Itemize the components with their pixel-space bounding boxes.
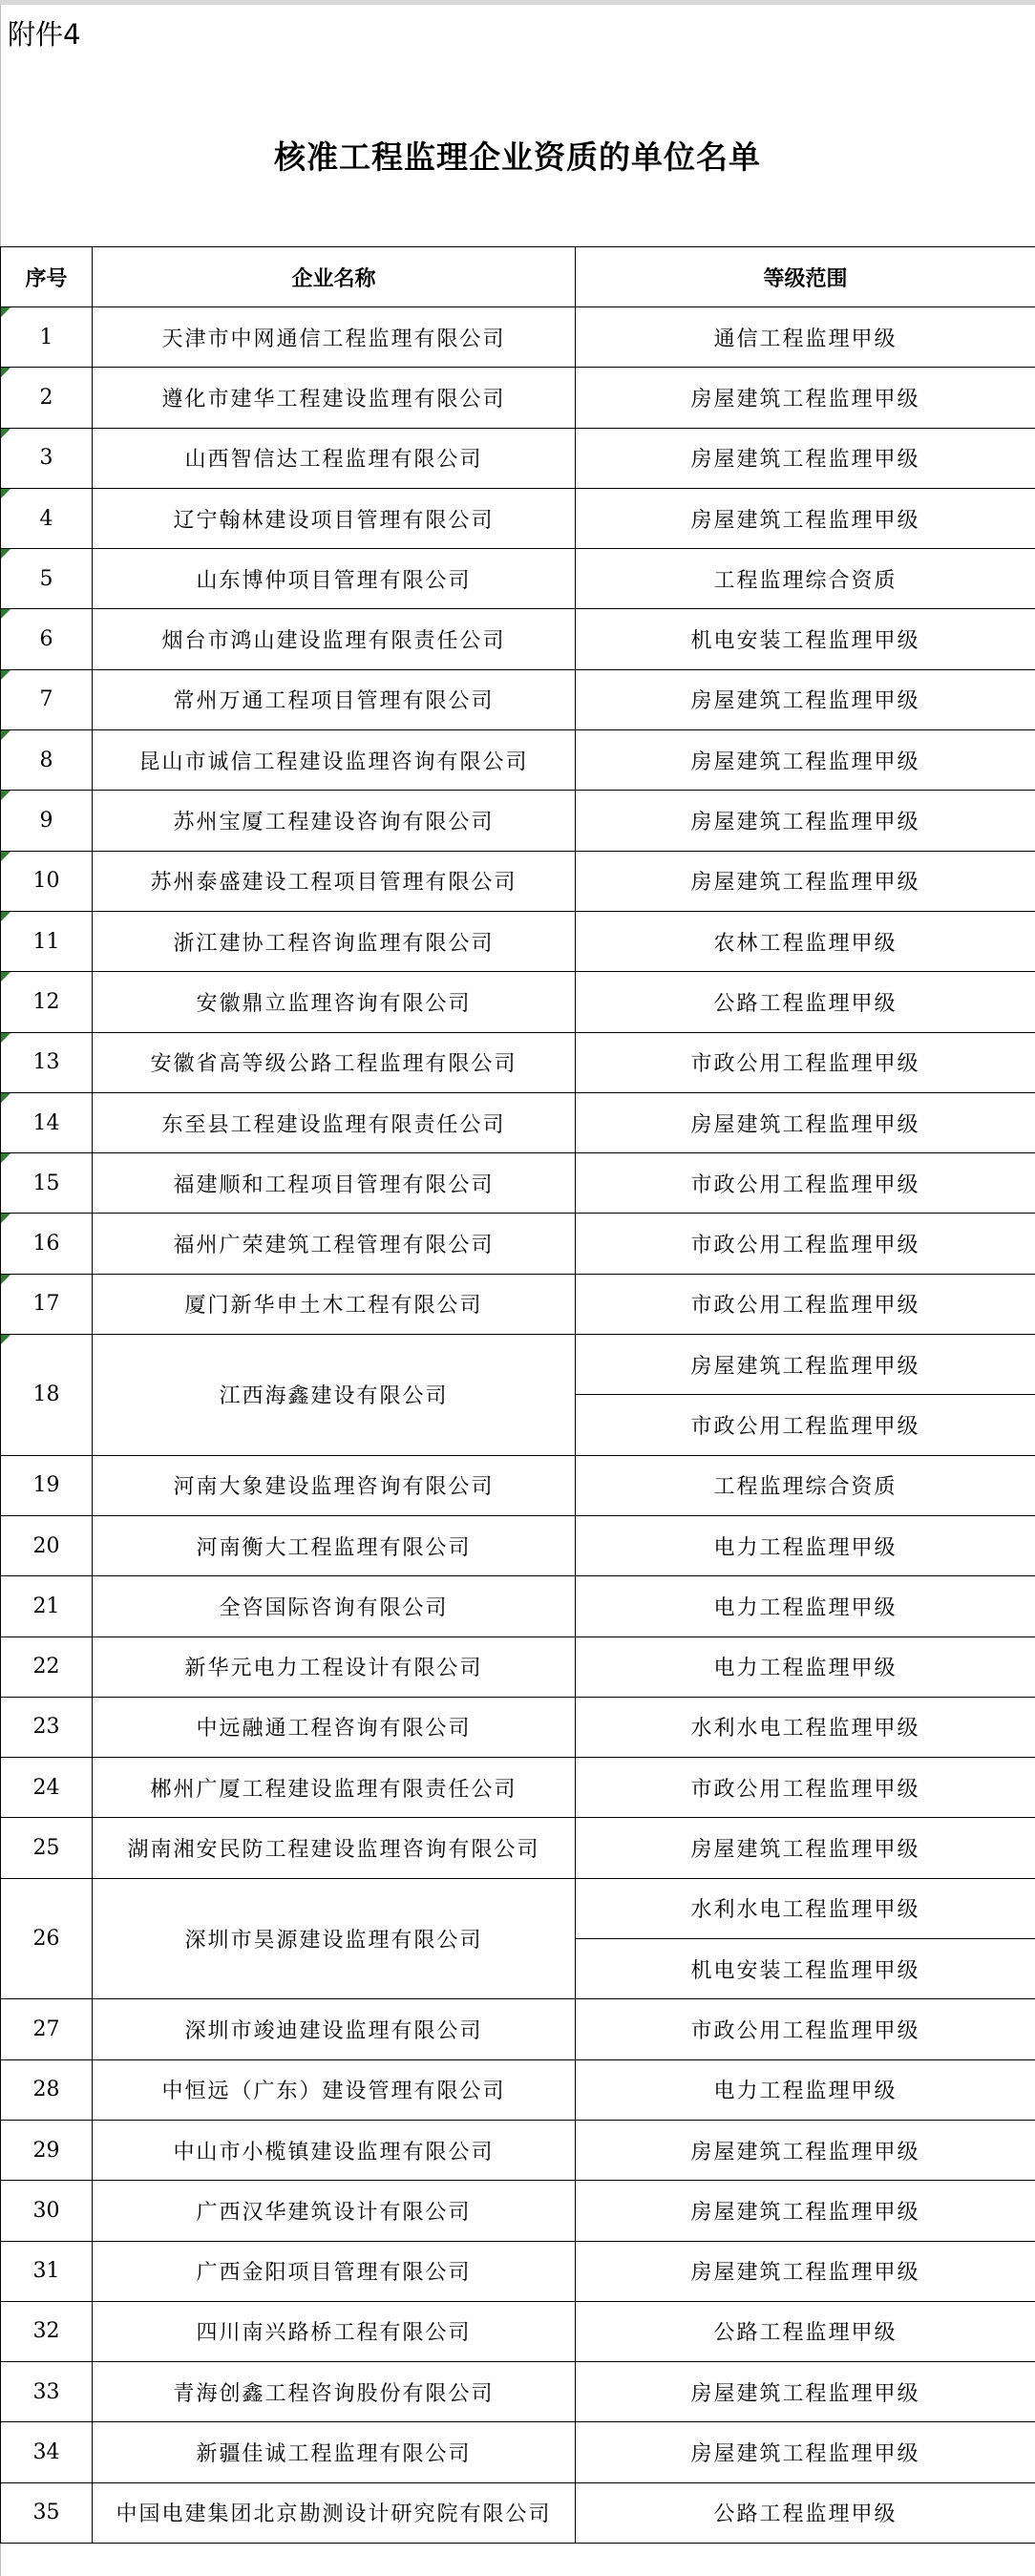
row-number: 5 bbox=[39, 566, 53, 591]
company-name: 苏州泰盛建设工程项目管理有限公司 bbox=[93, 851, 576, 911]
company-name: 新华元电力工程设计有限公司 bbox=[93, 1636, 576, 1697]
company-name: 河南衡大工程监理有限公司 bbox=[93, 1515, 576, 1575]
company-name: 郴州广厦工程建设监理有限责任公司 bbox=[93, 1758, 576, 1818]
cell-comment-marker bbox=[1, 1335, 11, 1344]
company-name: 昆山市诚信工程建设监理咨询有限公司 bbox=[93, 730, 576, 791]
company-name: 浙江建协工程咨询监理有限公司 bbox=[93, 911, 576, 971]
attachment-label: 附件4 bbox=[8, 18, 81, 51]
company-name: 河南大象建设监理咨询有限公司 bbox=[93, 1455, 576, 1515]
row-number-cell bbox=[1, 2482, 93, 2543]
table-row bbox=[1, 1758, 1035, 1818]
row-number-cell bbox=[1, 549, 93, 609]
qualification-grade: 水利水电工程监理甲级 bbox=[576, 1697, 1035, 1757]
table-row bbox=[1, 2181, 1035, 2241]
row-number: 22 bbox=[32, 1655, 60, 1679]
company-name: 新疆佳诚工程监理有限公司 bbox=[93, 2422, 576, 2482]
row-number: 26 bbox=[32, 1927, 60, 1952]
row-number-cell bbox=[1, 609, 93, 669]
company-name: 深圳市昊源建设监理有限公司 bbox=[93, 1878, 576, 1999]
qualification-grade: 市政公用工程监理甲级 bbox=[576, 1032, 1035, 1092]
table-body bbox=[1, 307, 1035, 2544]
row-number: 3 bbox=[39, 446, 53, 471]
cell-comment-marker bbox=[1, 1093, 11, 1103]
row-number: 13 bbox=[32, 1050, 60, 1075]
row-number-cell bbox=[1, 368, 93, 428]
qualification-grade: 房屋建筑工程监理甲级 bbox=[576, 1092, 1035, 1152]
page-title: 核准工程监理企业资质的单位名单 bbox=[274, 138, 761, 176]
table-row bbox=[1, 2482, 1035, 2543]
cell-comment-marker bbox=[1, 549, 11, 559]
qualification-grade: 公路工程监理甲级 bbox=[576, 2482, 1035, 2543]
cell-comment-marker bbox=[1, 1153, 11, 1163]
row-number-cell bbox=[1, 1515, 93, 1575]
row-number: 29 bbox=[32, 2138, 60, 2163]
table-row bbox=[1, 549, 1035, 609]
qualification-grade: 市政公用工程监理甲级 bbox=[576, 1758, 1035, 1818]
row-number: 16 bbox=[32, 1232, 60, 1256]
row-number: 21 bbox=[32, 1594, 60, 1618]
row-number-cell bbox=[1, 488, 93, 548]
row-number: 35 bbox=[32, 2501, 60, 2525]
row-number: 23 bbox=[32, 1715, 60, 1740]
company-name: 山西智信达工程监理有限公司 bbox=[93, 428, 576, 488]
row-number-cell bbox=[1, 307, 93, 368]
table-row bbox=[1, 2362, 1035, 2422]
company-name: 中远融通工程咨询有限公司 bbox=[93, 1697, 576, 1757]
qualification-grade: 公路工程监理甲级 bbox=[576, 2301, 1035, 2361]
company-name: 遵化市建华工程建设监理有限公司 bbox=[93, 368, 576, 428]
company-name: 青海创鑫工程咨询股份有限公司 bbox=[93, 2362, 576, 2422]
company-name: 湖南湘安民防工程建设监理咨询有限公司 bbox=[93, 1818, 576, 1878]
row-number: 25 bbox=[32, 1836, 60, 1861]
company-name: 中国电建集团北京勘测设计研究院有限公司 bbox=[93, 2482, 576, 2543]
row-number: 8 bbox=[39, 748, 53, 772]
row-number: 14 bbox=[32, 1110, 60, 1135]
qualification-grade: 公路工程监理甲级 bbox=[576, 972, 1035, 1032]
table-row bbox=[1, 1335, 1035, 1395]
row-number-cell bbox=[1, 1092, 93, 1152]
row-number-cell bbox=[1, 791, 93, 851]
company-name: 安徽鼎立监理咨询有限公司 bbox=[93, 972, 576, 1032]
qualification-grade: 房屋建筑工程监理甲级 bbox=[576, 2181, 1035, 2241]
row-number: 1 bbox=[39, 325, 53, 349]
qualification-grade: 房屋建筑工程监理甲级 bbox=[576, 488, 1035, 548]
qualification-grade: 电力工程监理甲级 bbox=[576, 1515, 1035, 1575]
company-name: 山东博仲项目管理有限公司 bbox=[93, 549, 576, 609]
qualification-grade: 农林工程监理甲级 bbox=[576, 911, 1035, 971]
table-row bbox=[1, 911, 1035, 971]
qualification-grade: 市政公用工程监理甲级 bbox=[576, 1999, 1035, 2059]
table-row bbox=[1, 1878, 1035, 1938]
table-row bbox=[1, 2120, 1035, 2180]
table-row bbox=[1, 1999, 1035, 2059]
row-number-cell bbox=[1, 1999, 93, 2059]
header-num: 序号 bbox=[1, 247, 93, 307]
table-row bbox=[1, 2241, 1035, 2301]
table-row bbox=[1, 1274, 1035, 1334]
row-number: 20 bbox=[32, 1533, 60, 1558]
row-number: 17 bbox=[32, 1292, 60, 1317]
row-number: 4 bbox=[39, 506, 53, 531]
qualification-grade: 市政公用工程监理甲级 bbox=[576, 1153, 1035, 1214]
row-number-cell bbox=[1, 1455, 93, 1515]
table-row bbox=[1, 791, 1035, 851]
row-number-cell bbox=[1, 1636, 93, 1697]
table-row bbox=[1, 307, 1035, 368]
cell-comment-marker bbox=[1, 307, 11, 317]
qualification-grade: 市政公用工程监理甲级 bbox=[576, 1274, 1035, 1334]
company-name: 广西金阳项目管理有限公司 bbox=[93, 2241, 576, 2301]
row-number: 11 bbox=[32, 929, 60, 954]
table-row bbox=[1, 1515, 1035, 1575]
row-number: 32 bbox=[32, 2319, 60, 2344]
table-row bbox=[1, 851, 1035, 911]
company-name: 中山市小榄镇建设监理有限公司 bbox=[93, 2120, 576, 2180]
table-header-row bbox=[1, 247, 1035, 307]
qualification-grade: 房屋建筑工程监理甲级 bbox=[576, 2422, 1035, 2482]
table-row bbox=[1, 1576, 1035, 1636]
cell-comment-marker bbox=[1, 489, 11, 498]
row-number: 6 bbox=[39, 627, 53, 652]
cell-comment-marker bbox=[1, 791, 11, 800]
row-number-cell bbox=[1, 2422, 93, 2482]
qualification-grade: 工程监理综合资质 bbox=[576, 1455, 1035, 1515]
row-number: 31 bbox=[32, 2259, 60, 2284]
company-name: 东至县工程建设监理有限责任公司 bbox=[93, 1092, 576, 1152]
table-row bbox=[1, 669, 1035, 729]
qualification-grade: 房屋建筑工程监理甲级 bbox=[576, 669, 1035, 729]
qualification-grade: 市政公用工程监理甲级 bbox=[576, 1214, 1035, 1274]
table-row bbox=[1, 609, 1035, 669]
row-number: 9 bbox=[39, 809, 53, 834]
company-name: 天津市中网通信工程监理有限公司 bbox=[93, 307, 576, 368]
row-number-cell bbox=[1, 1758, 93, 1818]
company-name: 安徽省高等级公路工程监理有限公司 bbox=[93, 1032, 576, 1092]
row-number-cell bbox=[1, 1818, 93, 1878]
row-number-cell bbox=[1, 2120, 93, 2180]
qualification-grade: 房屋建筑工程监理甲级 bbox=[576, 368, 1035, 428]
company-name: 厦门新华申土木工程有限公司 bbox=[93, 1274, 576, 1334]
row-number-cell bbox=[1, 2301, 93, 2361]
qualification-grade: 电力工程监理甲级 bbox=[576, 1636, 1035, 1697]
row-number-cell bbox=[1, 2181, 93, 2241]
qualification-grade: 电力工程监理甲级 bbox=[576, 2059, 1035, 2120]
table-row bbox=[1, 730, 1035, 791]
qualification-grade: 房屋建筑工程监理甲级 bbox=[576, 2241, 1035, 2301]
company-name: 深圳市竣迪建设监理有限公司 bbox=[93, 1999, 576, 2059]
table-row bbox=[1, 368, 1035, 428]
qualification-grade: 房屋建筑工程监理甲级 bbox=[576, 2120, 1035, 2180]
table-row bbox=[1, 1455, 1035, 1515]
cell-comment-marker bbox=[1, 1033, 11, 1043]
row-number: 28 bbox=[32, 2078, 60, 2102]
header-grade: 等级范围 bbox=[576, 247, 1035, 307]
qualification-grade: 通信工程监理甲级 bbox=[576, 307, 1035, 368]
row-number-cell bbox=[1, 1032, 93, 1092]
table-row bbox=[1, 1214, 1035, 1274]
cell-comment-marker bbox=[1, 670, 11, 680]
company-name: 苏州宝厦工程建设咨询有限公司 bbox=[93, 791, 576, 851]
table-row bbox=[1, 1032, 1035, 1092]
cell-comment-marker bbox=[1, 730, 11, 740]
qualification-grade: 电力工程监理甲级 bbox=[576, 1576, 1035, 1636]
row-number-cell bbox=[1, 1576, 93, 1636]
qualification-grade: 机电安装工程监理甲级 bbox=[576, 1939, 1035, 1999]
row-number-cell bbox=[1, 2362, 93, 2422]
company-name: 福州广荣建筑工程管理有限公司 bbox=[93, 1214, 576, 1274]
row-number-cell bbox=[1, 1335, 93, 1456]
company-name: 广西汉华建筑设计有限公司 bbox=[93, 2181, 576, 2241]
cell-comment-marker bbox=[1, 912, 11, 921]
qualification-grade: 工程监理综合资质 bbox=[576, 549, 1035, 609]
cell-comment-marker bbox=[1, 368, 11, 377]
row-number: 18 bbox=[32, 1383, 60, 1407]
company-name: 江西海鑫建设有限公司 bbox=[93, 1335, 576, 1456]
qualification-grade: 机电安装工程监理甲级 bbox=[576, 609, 1035, 669]
row-number-cell bbox=[1, 1214, 93, 1274]
cell-comment-marker bbox=[1, 972, 11, 982]
row-number-cell bbox=[1, 1697, 93, 1757]
row-number-cell bbox=[1, 2059, 93, 2120]
cell-comment-marker bbox=[1, 1214, 11, 1223]
table-row bbox=[1, 1697, 1035, 1757]
cell-comment-marker bbox=[1, 852, 11, 861]
table-row bbox=[1, 1092, 1035, 1152]
company-name: 全咨国际咨询有限公司 bbox=[93, 1576, 576, 1636]
row-number-cell bbox=[1, 669, 93, 729]
company-name: 辽宁翰林建设项目管理有限公司 bbox=[93, 488, 576, 548]
qualification-grade: 房屋建筑工程监理甲级 bbox=[576, 1335, 1035, 1395]
company-name: 四川南兴路桥工程有限公司 bbox=[93, 2301, 576, 2361]
table-row bbox=[1, 2301, 1035, 2361]
row-number: 10 bbox=[32, 869, 60, 894]
cell-comment-marker bbox=[1, 429, 11, 438]
cell-comment-marker bbox=[1, 1275, 11, 1284]
row-number: 30 bbox=[32, 2198, 60, 2223]
row-number-cell bbox=[1, 2241, 93, 2301]
row-number-cell bbox=[1, 851, 93, 911]
table-row bbox=[1, 428, 1035, 488]
company-table bbox=[0, 246, 1035, 2544]
table-row bbox=[1, 2059, 1035, 2120]
row-number: 15 bbox=[32, 1171, 60, 1195]
qualification-grade: 房屋建筑工程监理甲级 bbox=[576, 851, 1035, 911]
row-number-cell bbox=[1, 1274, 93, 1334]
qualification-grade: 房屋建筑工程监理甲级 bbox=[576, 730, 1035, 791]
qualification-grade: 房屋建筑工程监理甲级 bbox=[576, 428, 1035, 488]
row-number: 34 bbox=[32, 2440, 60, 2465]
table-row bbox=[1, 1153, 1035, 1214]
company-name: 烟台市鸿山建设监理有限责任公司 bbox=[93, 609, 576, 669]
qualification-grade: 市政公用工程监理甲级 bbox=[576, 1395, 1035, 1455]
table-row bbox=[1, 972, 1035, 1032]
row-number: 7 bbox=[39, 687, 53, 712]
table-row bbox=[1, 2422, 1035, 2482]
row-number-cell bbox=[1, 428, 93, 488]
company-name: 中恒远（广东）建设管理有限公司 bbox=[93, 2059, 576, 2120]
row-number-cell bbox=[1, 1878, 93, 1999]
qualification-grade: 房屋建筑工程监理甲级 bbox=[576, 1818, 1035, 1878]
table-row bbox=[1, 488, 1035, 548]
row-number: 33 bbox=[32, 2379, 60, 2404]
row-number: 27 bbox=[32, 2016, 60, 2041]
qualification-grade: 房屋建筑工程监理甲级 bbox=[576, 2362, 1035, 2422]
row-number-cell bbox=[1, 730, 93, 791]
qualification-grade: 房屋建筑工程监理甲级 bbox=[576, 791, 1035, 851]
row-number: 12 bbox=[32, 989, 60, 1014]
table-row bbox=[1, 1818, 1035, 1878]
row-number: 19 bbox=[32, 1473, 60, 1498]
header-name: 企业名称 bbox=[93, 247, 576, 307]
row-number-cell bbox=[1, 1153, 93, 1214]
company-name: 福建顺和工程项目管理有限公司 bbox=[93, 1153, 576, 1214]
qualification-grade: 水利水电工程监理甲级 bbox=[576, 1878, 1035, 1938]
company-name: 常州万通工程项目管理有限公司 bbox=[93, 669, 576, 729]
row-number: 24 bbox=[32, 1775, 60, 1800]
row-number: 2 bbox=[39, 385, 53, 410]
cell-comment-marker bbox=[1, 609, 11, 619]
row-number-cell bbox=[1, 972, 93, 1032]
table-row bbox=[1, 1636, 1035, 1697]
row-number-cell bbox=[1, 911, 93, 971]
